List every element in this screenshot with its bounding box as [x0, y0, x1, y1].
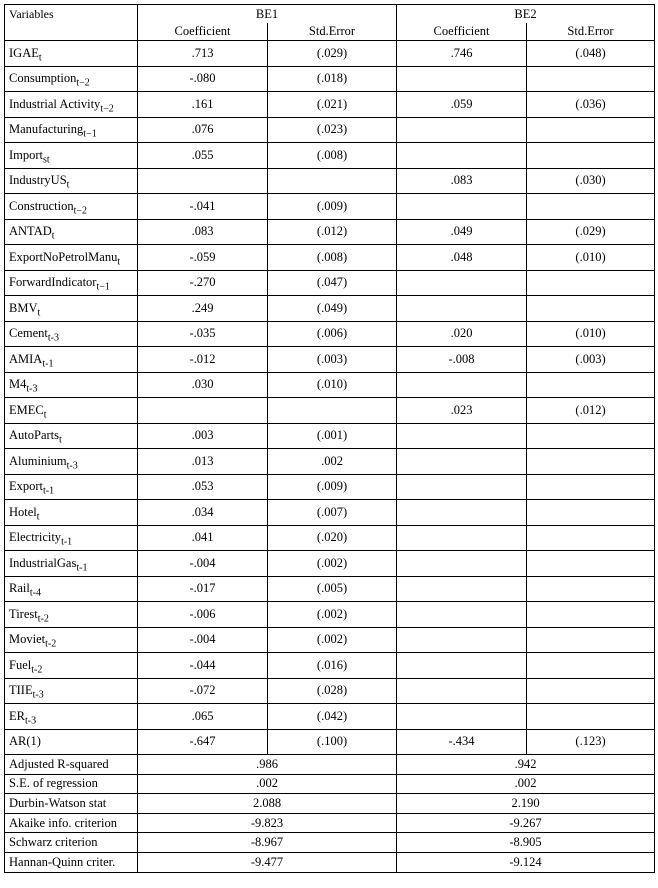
- be2-coefficient-cell: [397, 704, 527, 730]
- be1-coefficient-cell: .083: [138, 219, 268, 245]
- be1-coefficient-cell: -.270: [138, 270, 268, 296]
- be1-std-error-cell: .002: [268, 449, 397, 475]
- table-row: [5, 219, 655, 245]
- variable-cell: [5, 41, 138, 67]
- be2-coefficient-cell: .048: [397, 245, 527, 271]
- be2-coefficient-cell: [397, 602, 527, 628]
- be1-coefficient-cell: -.647: [138, 729, 268, 755]
- variable-subscript: t−2: [100, 103, 114, 115]
- be2-coefficient-cell: .059: [397, 92, 527, 118]
- be1-std-error-cell: (.001): [268, 423, 397, 449]
- variable-name: AutoParts: [9, 428, 59, 443]
- variable-name: IndustryUS: [9, 173, 67, 188]
- variable-cell: [5, 321, 138, 347]
- variable-subscript: t−2: [76, 77, 90, 89]
- table-row: [5, 194, 655, 220]
- be1-std-error-cell: (.021): [268, 92, 397, 118]
- variable-name: Electricity: [9, 530, 62, 545]
- variable-name: Rail: [9, 581, 30, 596]
- be1-coefficient-cell: [138, 168, 268, 194]
- variable-subscript: t: [38, 52, 42, 64]
- variable-cell: [5, 270, 138, 296]
- header-be1-std-error: Std.Error: [268, 23, 397, 41]
- variable-subscript: t−1: [83, 128, 97, 140]
- be2-coefficient-cell: .020: [397, 321, 527, 347]
- be2-coefficient-cell: [397, 143, 527, 169]
- variable-subscript: t-3: [32, 689, 44, 701]
- be2-coefficient-cell: [397, 576, 527, 602]
- variable-name: TIIE: [9, 683, 33, 698]
- be1-std-error-cell: [268, 398, 397, 424]
- variable-name: Manufacturing: [9, 122, 84, 137]
- be2-std-error-cell: (.010): [527, 245, 655, 271]
- variable-cell: [5, 500, 138, 526]
- be1-coefficient-cell: -.080: [138, 66, 268, 92]
- variable-cell: [5, 729, 138, 755]
- be1-std-error-cell: (.005): [268, 576, 397, 602]
- be1-std-error-cell: (.008): [268, 143, 397, 169]
- stat-label: Durbin-Watson stat: [5, 794, 138, 814]
- be2-coefficient-cell: .023: [397, 398, 527, 424]
- be2-stat-value: .002: [397, 774, 655, 794]
- table-row: [5, 117, 655, 143]
- be2-std-error-cell: [527, 423, 655, 449]
- be2-coefficient-cell: .049: [397, 219, 527, 245]
- stat-row: [5, 852, 655, 872]
- variable-subscript: t-3: [66, 460, 78, 472]
- variable-cell: [5, 474, 138, 500]
- be2-coefficient-cell: [397, 423, 527, 449]
- variable-subscript: t-3: [26, 383, 38, 395]
- be1-coefficient-cell: .013: [138, 449, 268, 475]
- variable-name: Moviet: [9, 632, 46, 647]
- table-row: [5, 66, 655, 92]
- be1-std-error-cell: (.009): [268, 474, 397, 500]
- be1-stat-value: -9.477: [138, 852, 397, 872]
- variable-subscript: t: [66, 179, 70, 191]
- be1-std-error-cell: (.049): [268, 296, 397, 322]
- variable-name: AMIA: [9, 351, 43, 366]
- stat-row: [5, 794, 655, 814]
- be2-coefficient-cell: [397, 551, 527, 577]
- be1-coefficient-cell: .030: [138, 372, 268, 398]
- be2-std-error-cell: [527, 449, 655, 475]
- header-be2-coefficient: Coefficient: [397, 23, 527, 41]
- be2-std-error-cell: [527, 474, 655, 500]
- variable-name: Hotel: [9, 504, 37, 519]
- variable-name: ForwardIndicator: [9, 275, 97, 290]
- be1-stat-value: .986: [138, 755, 397, 775]
- be1-coefficient-cell: -.012: [138, 347, 268, 373]
- be1-std-error-cell: [268, 168, 397, 194]
- stat-label: Hannan-Quinn criter.: [5, 852, 138, 872]
- be1-std-error-cell: (.042): [268, 704, 397, 730]
- regression-table: [4, 4, 655, 873]
- header-be1-coefficient: Coefficient: [138, 23, 268, 41]
- be2-std-error-cell: [527, 576, 655, 602]
- variable-name: Fuel: [9, 657, 32, 672]
- be2-coefficient-cell: [397, 372, 527, 398]
- be1-std-error-cell: (.016): [268, 653, 397, 679]
- be2-std-error-cell: [527, 500, 655, 526]
- variable-name: IGAE: [9, 45, 39, 60]
- be1-std-error-cell: (.018): [268, 66, 397, 92]
- be1-std-error-cell: (.010): [268, 372, 397, 398]
- be1-coefficient-cell: .076: [138, 117, 268, 143]
- be1-coefficient-cell: -.004: [138, 627, 268, 653]
- stat-label: Schwarz criterion: [5, 833, 138, 853]
- header-variables: Variables: [5, 5, 138, 41]
- variable-cell: [5, 168, 138, 194]
- be2-stat-value: .942: [397, 755, 655, 775]
- variable-name: Construction: [9, 198, 74, 213]
- table-row: [5, 92, 655, 118]
- stat-row: [5, 813, 655, 833]
- be1-coefficient-cell: .249: [138, 296, 268, 322]
- variable-name: Cement: [9, 326, 48, 341]
- be1-std-error-cell: (.009): [268, 194, 397, 220]
- variable-subscript: t-1: [43, 485, 55, 497]
- be2-coefficient-cell: -.008: [397, 347, 527, 373]
- be2-std-error-cell: [527, 525, 655, 551]
- variable-cell: [5, 576, 138, 602]
- variable-cell: [5, 245, 138, 271]
- variable-name: ER: [9, 708, 25, 723]
- stat-label: Akaike info. criterion: [5, 813, 138, 833]
- be1-stat-value: -8.967: [138, 833, 397, 853]
- stat-row: [5, 833, 655, 853]
- be1-std-error-cell: (.100): [268, 729, 397, 755]
- be2-stat-value: -9.124: [397, 852, 655, 872]
- table-row: [5, 449, 655, 475]
- be1-coefficient-cell: -.072: [138, 678, 268, 704]
- variable-cell: [5, 551, 138, 577]
- be2-coefficient-cell: .083: [397, 168, 527, 194]
- be2-std-error-cell: (.036): [527, 92, 655, 118]
- be2-stat-value: -9.267: [397, 813, 655, 833]
- variable-subscript: t: [59, 434, 62, 446]
- be1-coefficient-cell: .713: [138, 41, 268, 67]
- be1-std-error-cell: (.002): [268, 602, 397, 628]
- be2-std-error-cell: [527, 296, 655, 322]
- variable-subscript: st: [43, 154, 50, 166]
- variable-cell: [5, 525, 138, 551]
- be1-stat-value: 2.088: [138, 794, 397, 814]
- table-row: [5, 143, 655, 169]
- be2-std-error-cell: [527, 372, 655, 398]
- variable-subscript: t-1: [76, 562, 88, 574]
- table-row: [5, 704, 655, 730]
- variable-cell: [5, 194, 138, 220]
- be1-std-error-cell: (.002): [268, 551, 397, 577]
- be2-coefficient-cell: [397, 194, 527, 220]
- table-row: [5, 168, 655, 194]
- variable-cell: [5, 423, 138, 449]
- be1-std-error-cell: (.047): [268, 270, 397, 296]
- be2-coefficient-cell: [397, 525, 527, 551]
- be1-coefficient-cell: -.035: [138, 321, 268, 347]
- be1-coefficient-cell: .041: [138, 525, 268, 551]
- be1-coefficient-cell: .003: [138, 423, 268, 449]
- table-row: [5, 729, 655, 755]
- regression-table-wrapper: [4, 4, 654, 873]
- stat-label: Adjusted R-squared: [5, 755, 138, 775]
- stat-label: S.E. of regression: [5, 774, 138, 794]
- variable-subscript: t: [36, 511, 40, 523]
- table-body: [5, 5, 655, 873]
- variable-subscript: t: [51, 230, 55, 242]
- be2-std-error-cell: [527, 194, 655, 220]
- table-row: [5, 474, 655, 500]
- variable-cell: [5, 372, 138, 398]
- table-row: [5, 372, 655, 398]
- variable-name: ExportNoPetrolManu: [9, 249, 118, 264]
- variable-name: ANTAD: [9, 224, 52, 239]
- be2-coefficient-cell: [397, 653, 527, 679]
- table-row: [5, 627, 655, 653]
- table-row: [5, 653, 655, 679]
- variable-name: Export: [9, 479, 44, 494]
- be2-std-error-cell: (.003): [527, 347, 655, 373]
- table-row: [5, 270, 655, 296]
- variable-name: Consumption: [9, 71, 77, 86]
- be2-std-error-cell: (.123): [527, 729, 655, 755]
- be1-coefficient-cell: .053: [138, 474, 268, 500]
- stat-row: [5, 755, 655, 775]
- be1-coefficient-cell: .065: [138, 704, 268, 730]
- be1-coefficient-cell: -.059: [138, 245, 268, 271]
- be1-std-error-cell: (.012): [268, 219, 397, 245]
- variable-subscript: t-2: [37, 613, 49, 625]
- variable-name: BMV: [9, 300, 38, 315]
- variable-name: EMEC: [9, 402, 44, 417]
- be1-std-error-cell: (.028): [268, 678, 397, 704]
- be2-std-error-cell: [527, 66, 655, 92]
- be1-coefficient-cell: -.041: [138, 194, 268, 220]
- table-row: [5, 500, 655, 526]
- variable-subscript: t−1: [96, 281, 110, 293]
- be1-coefficient-cell: .055: [138, 143, 268, 169]
- be1-coefficient-cell: -.044: [138, 653, 268, 679]
- variable-subscript: t−2: [73, 205, 88, 217]
- variable-subscript: t-1: [61, 536, 73, 548]
- variable-cell: [5, 92, 138, 118]
- be2-coefficient-cell: [397, 678, 527, 704]
- table-row: [5, 423, 655, 449]
- table-row: [5, 321, 655, 347]
- be2-std-error-cell: (.030): [527, 168, 655, 194]
- be1-coefficient-cell: .034: [138, 500, 268, 526]
- be1-coefficient-cell: -.004: [138, 551, 268, 577]
- variable-name: Industrial Activity: [9, 96, 101, 111]
- be2-coefficient-cell: -.434: [397, 729, 527, 755]
- be1-coefficient-cell: -.017: [138, 576, 268, 602]
- be2-coefficient-cell: [397, 117, 527, 143]
- be2-std-error-cell: [527, 627, 655, 653]
- variable-name: AR(1): [9, 734, 41, 749]
- be2-coefficient-cell: [397, 449, 527, 475]
- variable-cell: [5, 347, 138, 373]
- table-row: [5, 245, 655, 271]
- be2-std-error-cell: [527, 551, 655, 577]
- variable-name: IndustrialGas: [9, 555, 77, 570]
- be2-coefficient-cell: [397, 270, 527, 296]
- variable-subscript: t-2: [45, 638, 57, 650]
- be2-coefficient-cell: [397, 500, 527, 526]
- be1-stat-value: -9.823: [138, 813, 397, 833]
- table-row: [5, 347, 655, 373]
- be2-coefficient-cell: .746: [397, 41, 527, 67]
- variable-name: Import: [9, 147, 44, 162]
- variable-subscript: t-3: [24, 715, 37, 727]
- be1-coefficient-cell: -.006: [138, 602, 268, 628]
- variable-cell: [5, 398, 138, 424]
- variable-cell: [5, 296, 138, 322]
- header-be1: BE1: [138, 5, 397, 24]
- variable-cell: [5, 704, 138, 730]
- table-row: [5, 678, 655, 704]
- variable-cell: [5, 117, 138, 143]
- variable-cell: [5, 602, 138, 628]
- table-row: [5, 525, 655, 551]
- be1-std-error-cell: (.008): [268, 245, 397, 271]
- be2-std-error-cell: [527, 704, 655, 730]
- variable-cell: [5, 449, 138, 475]
- table-row: [5, 41, 655, 67]
- variable-cell: [5, 219, 138, 245]
- variable-cell: [5, 653, 138, 679]
- be1-std-error-cell: (.002): [268, 627, 397, 653]
- be1-std-error-cell: (.020): [268, 525, 397, 551]
- be2-std-error-cell: (.010): [527, 321, 655, 347]
- variable-subscript: t: [117, 256, 121, 268]
- be1-std-error-cell: (.003): [268, 347, 397, 373]
- variable-cell: [5, 66, 138, 92]
- be1-std-error-cell: (.029): [268, 41, 397, 67]
- header-row-models: [5, 5, 655, 24]
- be2-stat-value: -8.905: [397, 833, 655, 853]
- table-row: [5, 551, 655, 577]
- variable-cell: [5, 627, 138, 653]
- be2-coefficient-cell: [397, 66, 527, 92]
- variable-subscript: t-4: [29, 587, 41, 599]
- be1-coefficient-cell: [138, 398, 268, 424]
- be2-std-error-cell: [527, 678, 655, 704]
- table-row: [5, 576, 655, 602]
- be1-stat-value: .002: [138, 774, 397, 794]
- stat-row: [5, 774, 655, 794]
- variable-subscript: t: [37, 307, 41, 319]
- be1-coefficient-cell: .161: [138, 92, 268, 118]
- be2-coefficient-cell: [397, 627, 527, 653]
- variable-subscript: t-3: [47, 332, 59, 344]
- table-row: [5, 398, 655, 424]
- be2-std-error-cell: (.012): [527, 398, 655, 424]
- header-be2-std-error: Std.Error: [527, 23, 655, 41]
- be1-std-error-cell: (.023): [268, 117, 397, 143]
- variable-name: Aluminium: [9, 453, 67, 468]
- be2-std-error-cell: [527, 117, 655, 143]
- be2-std-error-cell: [527, 143, 655, 169]
- be2-std-error-cell: [527, 602, 655, 628]
- variable-subscript: t-1: [42, 358, 54, 370]
- be2-std-error-cell: (.048): [527, 41, 655, 67]
- table-row: [5, 602, 655, 628]
- variable-cell: [5, 143, 138, 169]
- be2-std-error-cell: [527, 270, 655, 296]
- be2-stat-value: 2.190: [397, 794, 655, 814]
- variable-subscript: t: [43, 409, 47, 421]
- header-be2: BE2: [397, 5, 655, 24]
- be2-coefficient-cell: [397, 296, 527, 322]
- variable-subscript: t-2: [31, 664, 43, 676]
- table-row: [5, 296, 655, 322]
- variable-name: Tirest: [9, 606, 38, 621]
- variable-name: M4: [9, 377, 27, 392]
- be2-coefficient-cell: [397, 474, 527, 500]
- variable-cell: [5, 678, 138, 704]
- be1-std-error-cell: (.007): [268, 500, 397, 526]
- be1-std-error-cell: (.006): [268, 321, 397, 347]
- be2-std-error-cell: [527, 653, 655, 679]
- be2-std-error-cell: (.029): [527, 219, 655, 245]
